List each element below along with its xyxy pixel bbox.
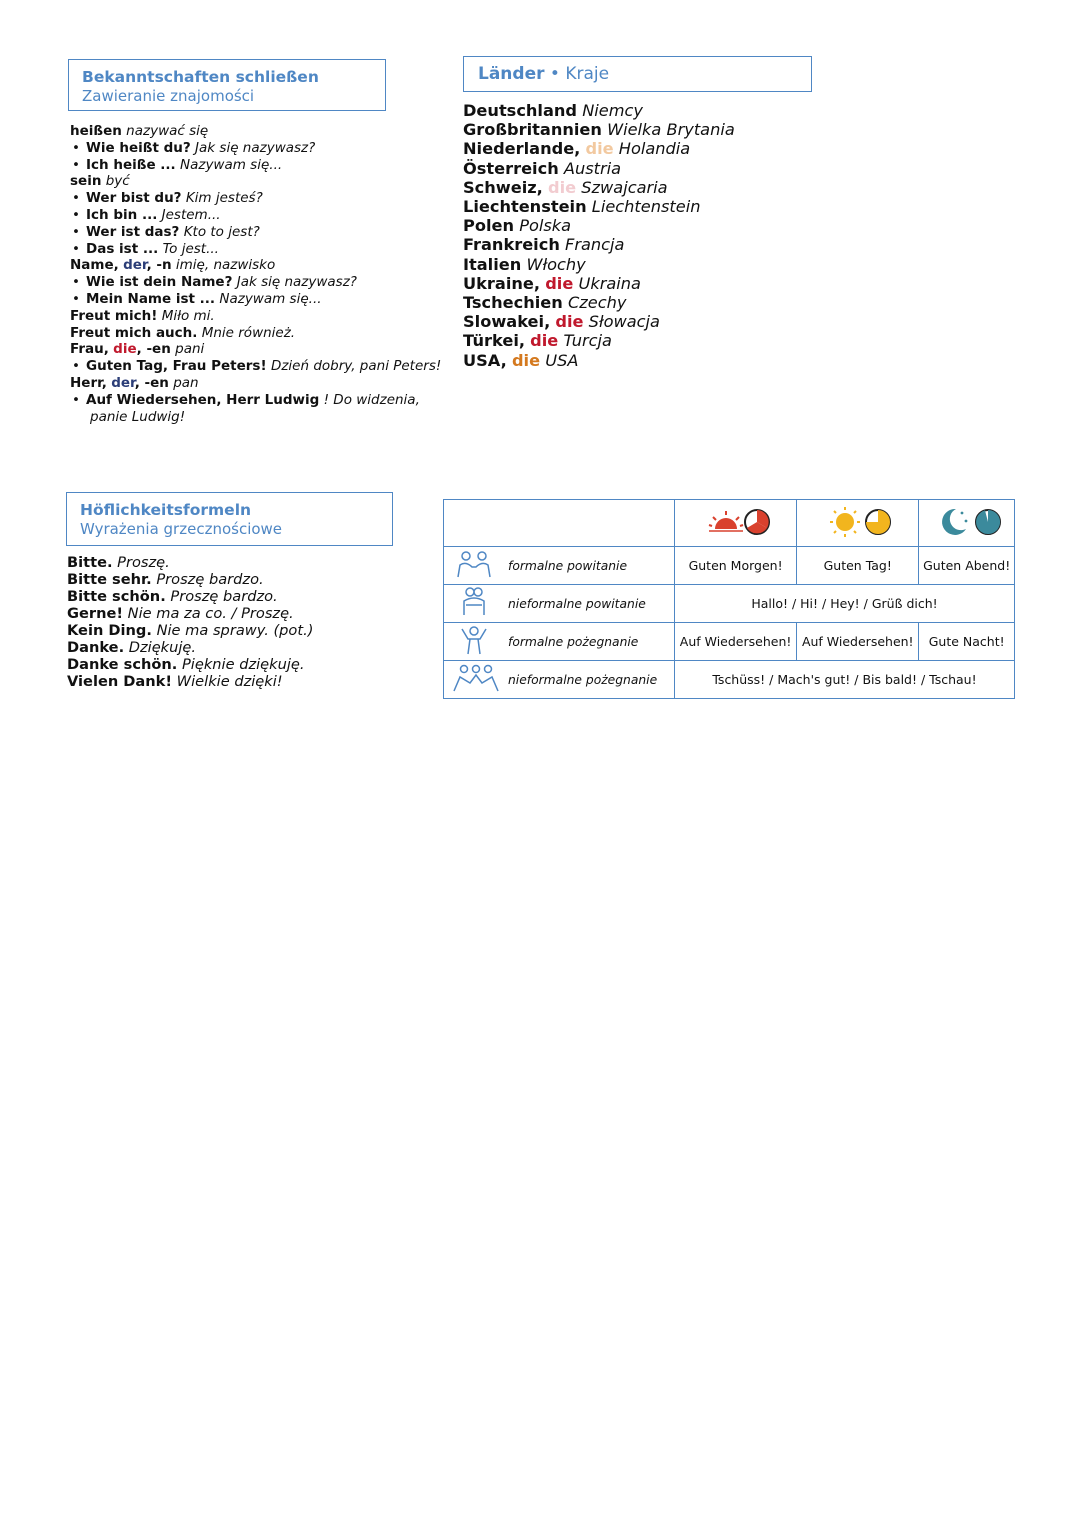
acquaint-line — [70, 140, 400, 157]
country-item — [463, 197, 823, 216]
greeting-phrase: Auf Wiedersehen! — [797, 623, 919, 661]
country-de: Deutschland — [463, 101, 578, 120]
politeness-de: Bitte schön. — [67, 588, 166, 605]
politeness-de: Danke. — [67, 639, 125, 656]
country-pl: Czechy — [567, 293, 627, 313]
politeness-item — [67, 673, 397, 690]
acquaint-line — [70, 391, 420, 409]
politeness-de: Vielen Dank! — [67, 673, 173, 690]
countries-title — [478, 64, 609, 84]
country-pl: Polska — [519, 216, 572, 236]
greetings-header-row — [444, 500, 1015, 547]
politeness-pl: Proszę bardzo. — [170, 588, 278, 605]
acquaint-de: Wer ist das? — [86, 223, 180, 240]
acquaint-line — [70, 241, 400, 258]
country-item — [463, 331, 823, 350]
acquaint-de: Herr, — [70, 374, 107, 391]
article-label: die — [555, 312, 584, 332]
politeness-pl: Proszę. — [117, 554, 170, 571]
article-label: die — [545, 273, 574, 293]
country-de: Slowakei, — [463, 312, 551, 332]
acquaint-pl: nazywać się — [126, 123, 209, 139]
politeness-pl: Proszę bardzo. — [156, 571, 264, 588]
country-de: Schweiz, — [463, 177, 543, 197]
acquaint-pl: Jestem... — [161, 206, 221, 223]
greeting-row — [444, 547, 1015, 585]
acquaint-pl: Dzień dobry, pani Peters! — [270, 358, 442, 375]
politeness-title-pl: Wyrażenia grzecznościowe — [80, 520, 283, 538]
acquaint-pl: Kto to jest? — [183, 223, 260, 240]
country-de: Ukraine, — [463, 273, 541, 293]
greeting-phrase: Auf Wiedersehen! — [675, 623, 797, 661]
country-de: Italien — [463, 254, 522, 274]
acquaint-vocab-list — [70, 123, 442, 425]
country-pl: Liechtenstein — [591, 197, 701, 217]
acquaint-de: Ich bin ... — [86, 206, 158, 223]
acquaint-pl: Nazywam się... — [179, 156, 283, 173]
country-item — [463, 139, 823, 158]
acquaint-pl: imię, nazwisko — [175, 257, 276, 274]
acquaint-pl: ! Do widzenia, — [323, 391, 420, 408]
article-label: die — [511, 350, 541, 370]
article-label: die — [548, 177, 577, 197]
acquaint-line — [70, 341, 400, 358]
greeting-phrase: Guten Tag! — [797, 547, 919, 585]
acquaint-de: heißen — [70, 123, 122, 139]
country-item — [463, 312, 823, 331]
politeness-pl: Wielkie dzięki! — [176, 673, 283, 690]
politeness-list — [67, 554, 397, 690]
country-pl: Włochy — [526, 254, 586, 274]
acquaint-line — [70, 157, 400, 174]
article-label: die — [530, 331, 559, 351]
country-item — [463, 101, 823, 120]
acquaint-pl: panie Ludwig! — [90, 408, 186, 425]
country-pl: Słowacja — [588, 312, 660, 332]
acquaint-de: Mein Name ist ... — [86, 290, 216, 307]
country-de: Polen — [463, 216, 515, 236]
acquaint-pl: Jak się nazywasz? — [236, 274, 357, 291]
country-item — [463, 216, 823, 235]
acquaint-line — [70, 274, 400, 291]
acquaint-pl: To jest... — [162, 240, 219, 257]
acquaint-de: Name, — [70, 257, 119, 274]
politeness-item — [67, 639, 397, 656]
politeness-de: Bitte sehr. — [67, 571, 152, 588]
countries-title-box — [463, 56, 812, 92]
handshake-people-icon — [452, 547, 500, 581]
greeting-icon-cell — [444, 585, 509, 623]
acquaint-pl: Mnie również. — [201, 324, 296, 341]
acquaint-line — [70, 257, 400, 274]
article-label: die — [113, 341, 137, 358]
country-de: Niederlande, — [463, 139, 581, 159]
country-item — [463, 351, 823, 370]
evening-header — [919, 500, 1015, 547]
acquaint-pl: Kim jesteś? — [185, 190, 263, 207]
acquaint-title-box — [68, 59, 386, 111]
acquaint-line — [70, 308, 400, 325]
politeness-item — [67, 605, 397, 622]
politeness-de: Kein Ding. — [67, 622, 152, 639]
greeting-phrase: Guten Morgen! — [675, 547, 797, 585]
acquaint-plural: , -en — [136, 341, 171, 358]
greeting-type-label: nieformalne pożegnanie — [508, 661, 675, 699]
greeting-phrase: Hallo! / Hi! / Hey! / Grüß dich! — [675, 585, 1015, 623]
acquaint-line — [70, 123, 400, 140]
greetings-corner-cell — [444, 500, 675, 547]
greeting-phrase: Gute Nacht! — [919, 623, 1015, 661]
group-wave-icon — [452, 661, 500, 695]
country-pl: Turcja — [563, 331, 612, 351]
hug-people-icon — [452, 585, 500, 619]
acquaint-de: Freut mich auch. — [70, 324, 198, 341]
politeness-de: Gerne! — [67, 605, 124, 622]
acquaint-line — [70, 207, 400, 224]
acquaint-de: Wer bist du? — [86, 190, 182, 207]
country-item — [463, 235, 823, 254]
country-de: Frankreich — [463, 235, 560, 255]
country-item — [463, 159, 823, 178]
greeting-icon-cell — [444, 623, 509, 661]
acquaint-de: Das ist ... — [86, 240, 159, 257]
greeting-icon-cell — [444, 661, 509, 699]
acquaint-de: sein — [70, 173, 102, 190]
countries-title-sep: • — [549, 64, 560, 84]
politeness-item — [67, 571, 397, 588]
country-pl: Austria — [563, 158, 622, 178]
politeness-pl: Dziękuję. — [128, 639, 197, 656]
country-pl: Francja — [565, 235, 625, 255]
politeness-title-box — [66, 492, 393, 546]
country-de: Großbritannien — [463, 120, 602, 140]
country-pl: Ukraina — [578, 273, 641, 293]
acquaint-line — [70, 291, 400, 308]
country-item — [463, 120, 823, 139]
acquaint-line — [70, 224, 400, 241]
country-pl: USA — [545, 350, 579, 370]
acquaint-de: Auf Wiedersehen, Herr Ludwig — [86, 391, 320, 408]
acquaint-de: Freut mich! — [70, 307, 158, 324]
sunrise-icon — [701, 505, 771, 539]
moon-icon — [932, 505, 1002, 539]
greeting-type-label: formalne pożegnanie — [508, 623, 675, 661]
greeting-phrase: Guten Abend! — [919, 547, 1015, 585]
greeting-type-label: nieformalne powitanie — [508, 585, 675, 623]
country-de: Türkei, — [463, 331, 526, 351]
acquaint-plural: , -en — [134, 374, 169, 391]
acquaint-pl: Nazywam się... — [219, 290, 322, 307]
country-item — [463, 255, 823, 274]
country-item — [463, 178, 823, 197]
country-pl: Holandia — [618, 139, 691, 159]
acquaint-title-pl: Zawieranie znajomości — [82, 87, 255, 105]
sun-icon — [823, 505, 893, 539]
country-de: Österreich — [463, 158, 559, 178]
politeness-item — [67, 622, 397, 639]
greeting-icon-cell — [444, 547, 509, 585]
acquaint-title-de: Bekanntschaften schließen — [82, 68, 319, 86]
country-de: Liechtenstein — [463, 197, 587, 217]
acquaint-line — [70, 173, 400, 190]
politeness-pl: Nie ma za co. / Proszę. — [127, 605, 294, 622]
acquaint-de: Guten Tag, Frau Peters! — [86, 358, 267, 375]
article-label: der — [111, 374, 135, 391]
politeness-title-de: Höflichkeitsformeln — [80, 501, 252, 519]
morning-header — [675, 500, 797, 547]
acquaint-pl: być — [105, 173, 130, 190]
country-de: Tschechien — [463, 293, 563, 313]
acquaint-line — [70, 358, 442, 375]
greeting-row — [444, 585, 1015, 623]
country-pl: Szwajcaria — [581, 177, 668, 197]
greeting-row — [444, 623, 1015, 661]
politeness-item — [67, 554, 397, 571]
acquaint-de: Ich heiße ... — [86, 156, 176, 173]
acquaint-pl: Miło mi. — [161, 307, 215, 324]
politeness-item — [67, 588, 397, 605]
acquaint-de: Frau, — [70, 341, 109, 358]
greetings-table — [443, 499, 1015, 699]
country-pl: Wielka Brytania — [607, 120, 735, 140]
greeting-phrase: Tschüss! / Mach's gut! / Bis bald! / Tschau! — [675, 661, 1015, 699]
country-item — [463, 293, 823, 312]
article-label: die — [585, 139, 614, 159]
acquaint-pl: pan — [173, 374, 199, 391]
politeness-pl: Nie ma sprawy. (pot.) — [156, 622, 314, 639]
acquaint-de: Wie ist dein Name? — [86, 274, 233, 291]
acquaint-pl: Jak się nazywasz? — [195, 139, 316, 156]
politeness-pl: Pięknie dziękuję. — [181, 656, 305, 673]
country-pl: Niemcy — [582, 101, 644, 120]
acquaint-pl: pani — [175, 341, 205, 358]
waving-person-icon — [452, 623, 500, 657]
countries-list — [463, 101, 823, 370]
greeting-row — [444, 661, 1015, 699]
countries-title-de: Länder — [478, 64, 545, 84]
country-de: USA, — [463, 350, 507, 370]
noon-header — [797, 500, 919, 547]
acquaint-line — [70, 325, 400, 342]
acquaint-plural: , -n — [146, 257, 172, 274]
politeness-de: Bitte. — [67, 554, 113, 571]
politeness-item — [67, 656, 397, 673]
politeness-de: Danke schön. — [67, 656, 178, 673]
greeting-type-label: formalne powitanie — [508, 547, 675, 585]
acquaint-line — [70, 375, 400, 392]
countries-title-pl: Kraje — [565, 64, 610, 84]
acquaint-line — [70, 190, 400, 207]
acquaint-de: Wie heißt du? — [86, 139, 191, 156]
country-item — [463, 274, 823, 293]
acquaint-line — [70, 409, 400, 426]
article-label: der — [123, 257, 147, 274]
